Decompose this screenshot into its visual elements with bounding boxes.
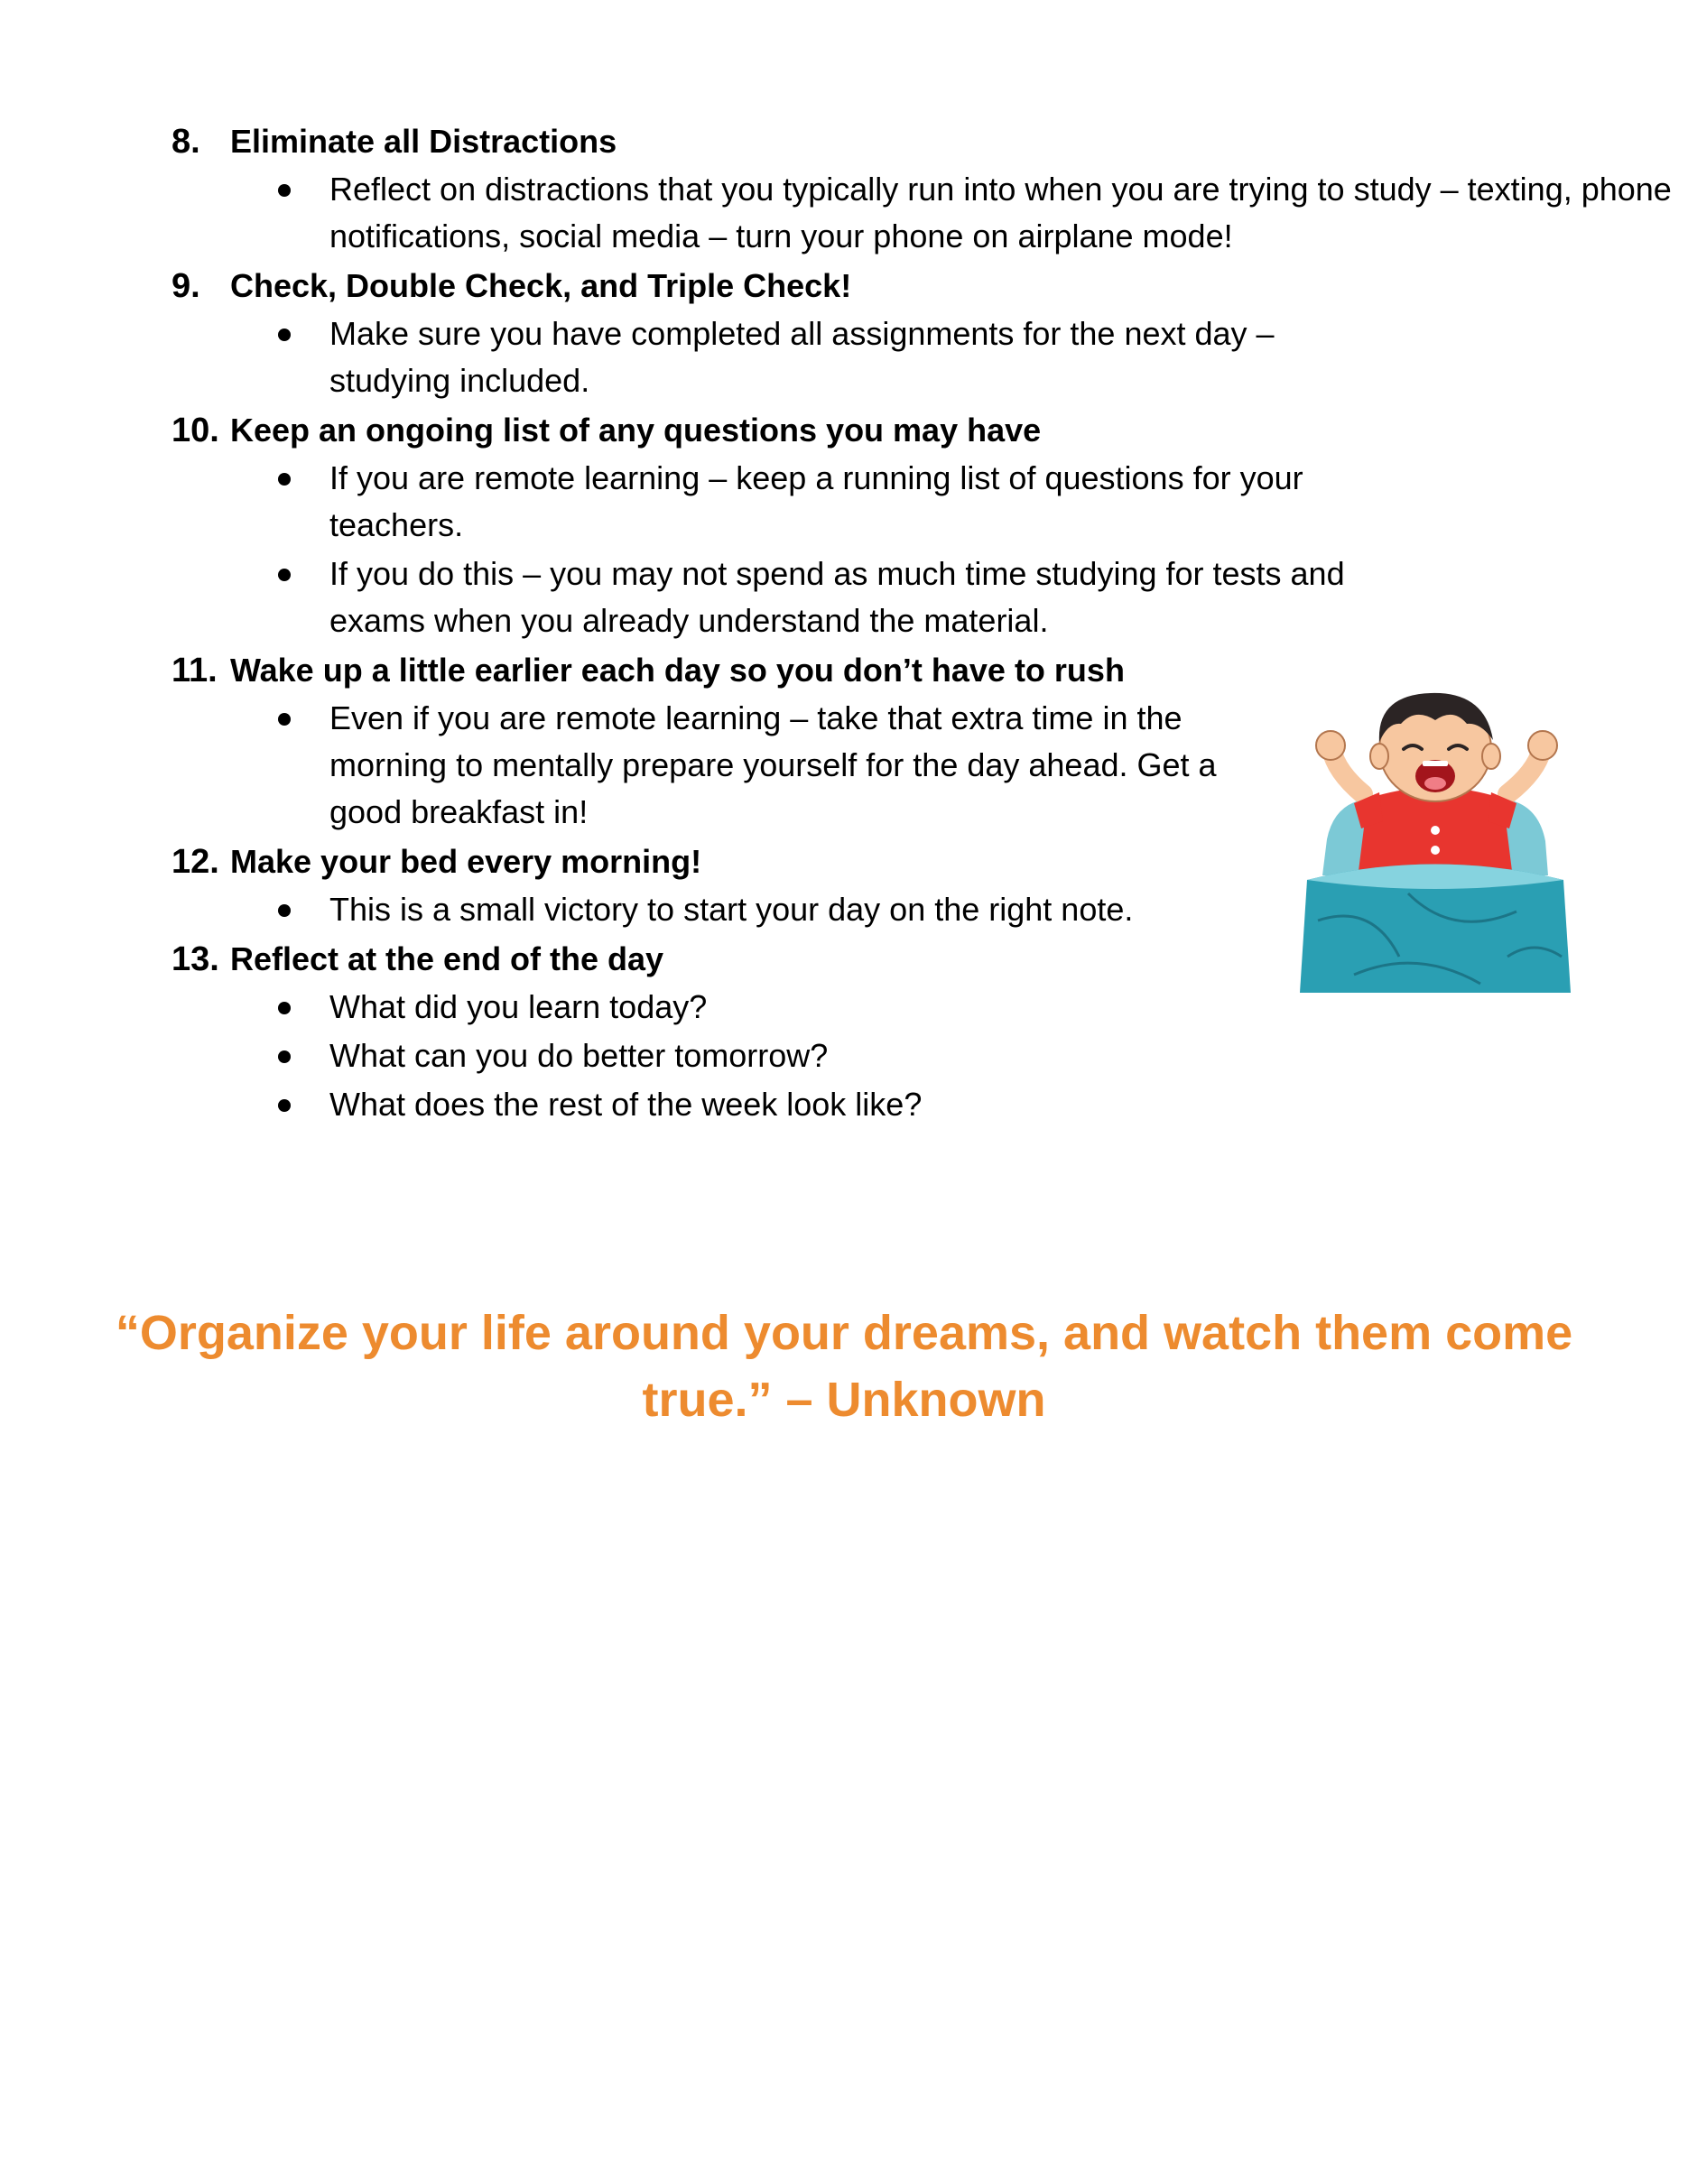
bullet-dot-icon bbox=[278, 1050, 291, 1063]
bullet-text: Make sure you have completed all assignments for the next day – studying included. bbox=[329, 315, 1275, 399]
bullet-item bbox=[172, 1081, 1359, 1128]
bullet-text: This is a small victory to start your day on the right note. bbox=[329, 891, 1134, 928]
bullet-dot-icon bbox=[278, 569, 291, 581]
bullet-dot-icon bbox=[278, 184, 291, 197]
bullet-list bbox=[172, 310, 1580, 404]
bullet-dot-icon bbox=[278, 713, 291, 726]
item-number: 11. bbox=[172, 652, 218, 689]
bullet-item bbox=[172, 551, 1413, 644]
bullet-item bbox=[172, 1032, 1359, 1079]
bullet-dot-icon bbox=[278, 904, 291, 917]
bullet-text: If you are remote learning – keep a running list of questions for your teachers. bbox=[329, 459, 1303, 543]
item-heading bbox=[172, 406, 1580, 455]
bullet-item bbox=[172, 886, 1359, 933]
item-heading bbox=[172, 117, 1580, 166]
bullet-list bbox=[172, 166, 1672, 260]
item-title: Check, Double Check, and Triple Check! bbox=[230, 267, 852, 304]
bullet-text: Reflect on distractions that you typically run into when you are trying to study – texting, phone notifications, social media – turn your phone on airplane mode! bbox=[329, 171, 1672, 254]
list-item bbox=[172, 406, 1580, 644]
item-title: Wake up a little earlier each day so you don’t have to rush bbox=[230, 652, 1125, 689]
item-title: Make your bed every morning! bbox=[230, 843, 702, 880]
bullet-text: What did you learn today? bbox=[329, 988, 708, 1025]
bullet-text: Even if you are remote learning – take that extra time in the morning to mentally prepare yourself for the day ahead. Get a good breakfast in! bbox=[329, 699, 1217, 830]
bullet-item bbox=[172, 166, 1688, 260]
bullet-text: What can you do better tomorrow? bbox=[329, 1037, 829, 1074]
bullet-list bbox=[172, 455, 1580, 644]
list-item bbox=[172, 117, 1672, 260]
item-number: 9. bbox=[172, 267, 200, 305]
item-title: Eliminate all Distractions bbox=[230, 123, 617, 160]
bullet-text: If you do this – you may not spend as much time studying for tests and exams when you already understand the material. bbox=[329, 555, 1345, 639]
item-number: 10. bbox=[172, 412, 219, 449]
bullet-item bbox=[172, 455, 1359, 549]
bullet-dot-icon bbox=[278, 329, 291, 341]
list-item bbox=[172, 262, 1580, 404]
waking-boy-in-bed-icon bbox=[1300, 686, 1571, 993]
item-title: Reflect at the end of the day bbox=[230, 940, 664, 977]
bullet-item bbox=[172, 310, 1359, 404]
bullet-item bbox=[172, 984, 1359, 1031]
bullet-list bbox=[172, 984, 1580, 1128]
bullet-dot-icon bbox=[278, 473, 291, 486]
closing-quote: “Organize your life around your dreams, and watch them come true.” – Unknown bbox=[115, 1306, 1573, 1427]
bullet-dot-icon bbox=[278, 1002, 291, 1014]
bullet-text: What does the rest of the week look like? bbox=[329, 1086, 923, 1123]
bullet-item bbox=[172, 695, 1232, 836]
bullet-dot-icon bbox=[278, 1099, 291, 1112]
item-number: 8. bbox=[172, 123, 200, 161]
item-title: Keep an ongoing list of any questions you may have bbox=[230, 412, 1042, 449]
item-heading bbox=[172, 262, 1580, 310]
item-number: 13. bbox=[172, 940, 219, 978]
item-number: 12. bbox=[172, 843, 219, 881]
